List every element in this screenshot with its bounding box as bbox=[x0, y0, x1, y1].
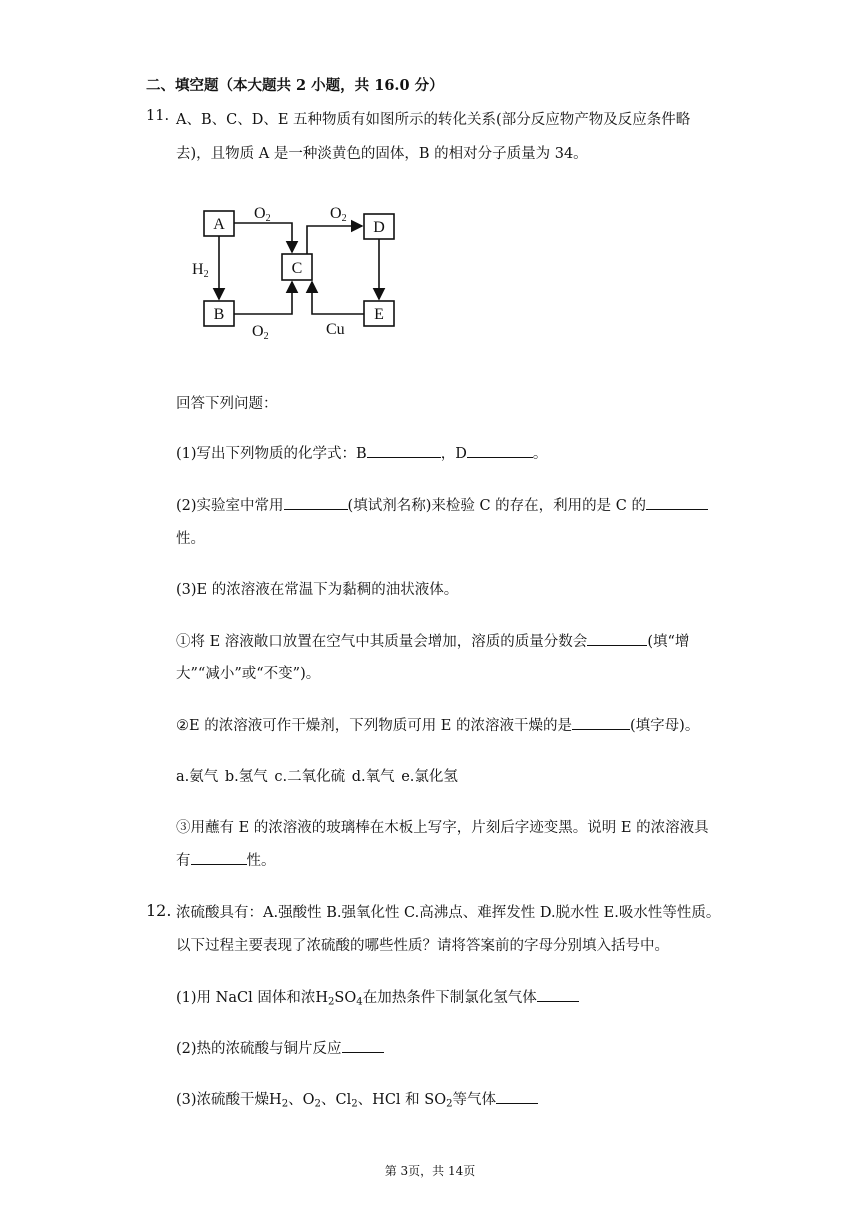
q11-part3-1: ①将 E 溶液敞口放置在空气中其质量会增加，溶质的质量分数会 (填“增 bbox=[176, 630, 689, 651]
answer-blank[interactable] bbox=[572, 715, 630, 731]
q11-part2: (2)实验室中常用 (填试剂名称)来检验 C 的存在，利用的是 C 的 bbox=[176, 494, 708, 515]
label-o2-b-c: O2 bbox=[252, 323, 269, 342]
node-d-label: D bbox=[373, 219, 385, 236]
section-title: 二、填空题（本大题共 2 小题，共 16.0 分） bbox=[146, 77, 444, 94]
answer-blank[interactable] bbox=[191, 850, 247, 866]
arrow-b-to-c bbox=[234, 282, 292, 314]
answer-blank[interactable] bbox=[537, 987, 579, 1003]
label-o2-c-d: O2 bbox=[330, 205, 347, 224]
answer-blank[interactable] bbox=[496, 1089, 538, 1105]
node-a-label: A bbox=[213, 216, 225, 233]
label-cu-e-c: Cu bbox=[326, 321, 345, 338]
question-11-stem-line1: A、B、C、D、E 五种物质有如图所示的转化关系(部分反应物产物及反应条件略 bbox=[176, 112, 691, 128]
page-footer: 第 3页，共 14页 bbox=[384, 1164, 476, 1178]
question-11-number: 11. bbox=[146, 108, 170, 124]
label-o2-a-c: O2 bbox=[254, 205, 271, 224]
answer-blank[interactable] bbox=[367, 443, 441, 459]
answer-blank[interactable] bbox=[587, 631, 647, 647]
arrow-c-to-d bbox=[307, 226, 362, 254]
question-12-stem-line1: 浓硫酸具有：A.强酸性 B.强氧化性 C.高沸点、难挥发性 D.脱水性 E.吸水性等性质。 bbox=[176, 905, 721, 921]
node-c-label: C bbox=[291, 260, 303, 277]
answer-blank[interactable] bbox=[646, 495, 708, 511]
q11-part3-2: ②E 的浓溶液可作干燥剂，下列物质可用 E 的浓溶液干燥的是 (填字母)。 bbox=[176, 714, 699, 735]
question-12-number: 12. bbox=[146, 901, 172, 920]
question-12-stem-line2: 以下过程主要表现了浓硫酸的哪些性质？请将答案前的字母分别填入括号中。 bbox=[176, 938, 669, 954]
q11-prompt: 回答下列问题： bbox=[176, 396, 278, 412]
answer-blank[interactable] bbox=[284, 495, 348, 511]
q11-part3-3: ③用蘸有 E 的浓溶液的玻璃棒在木板上写字，片刻后字迹变黑。说明 E 的浓溶液具 bbox=[176, 820, 709, 836]
q11-part3-1-cont: 大”“减小”或“不变”)。 bbox=[176, 666, 321, 682]
arrow-e-to-c bbox=[312, 282, 364, 314]
q11-options: a.氨气 b.氢气 c.二氧化硫 d.氧气 e.氯化氢 bbox=[176, 769, 458, 785]
q11-part2-cont: 性。 bbox=[176, 531, 205, 547]
q11-part3: (3)E 的浓溶液在常温下为黏稠的油状液体。 bbox=[176, 582, 459, 598]
node-b-label: B bbox=[213, 306, 225, 323]
arrow-a-to-c bbox=[234, 223, 292, 252]
question-11-stem-line2: 去)，且物质 A 是一种淡黄色的固体，B 的相对分子质量为 34。 bbox=[176, 146, 588, 162]
answer-blank[interactable] bbox=[342, 1038, 384, 1054]
conversion-diagram bbox=[194, 196, 414, 346]
answer-blank[interactable] bbox=[467, 443, 533, 459]
node-e-label: E bbox=[374, 306, 384, 323]
q11-part1: (1)写出下列物质的化学式：B ，D 。 bbox=[176, 442, 547, 463]
q12-part1: (1)用 NaCl 固体和浓$H_2SO_4$在加热条件下制氯化氢气体 bbox=[176, 986, 579, 1007]
q12-part2: (2)热的浓硫酸与铜片反应 bbox=[176, 1037, 384, 1058]
q12-part3: (3)浓硫酸干燥$H_2$、$O_2$、$Cl_2$、HCl 和 $SO_2$等气体 bbox=[176, 1088, 538, 1109]
q11-part3-3-cont: 有 性。 bbox=[176, 849, 276, 870]
label-h2-a-b: H2 bbox=[192, 261, 209, 280]
